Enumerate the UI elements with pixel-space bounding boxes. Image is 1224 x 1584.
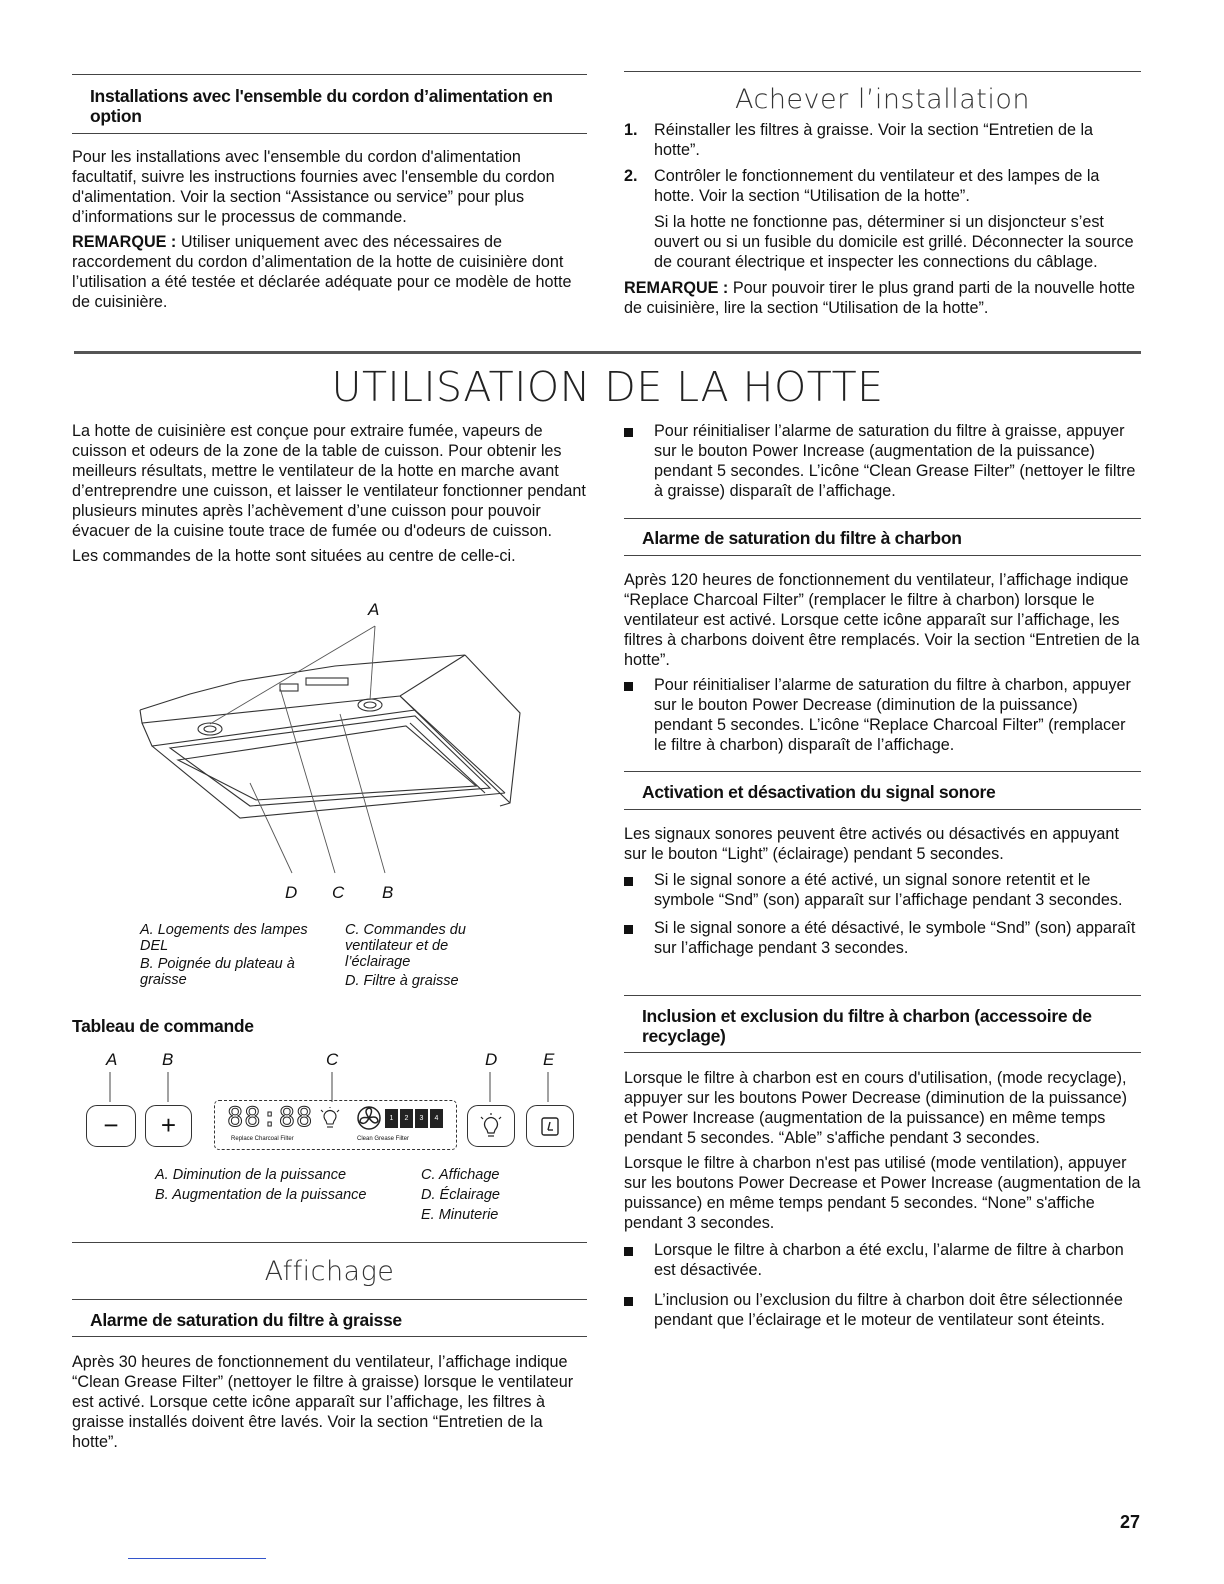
sound-signal-paragraph: Les signaux sonores peuvent être activés ou désactivés en appuyant sur le bouton “Light” (éclairage) pendant 5 secondes. [624, 825, 1119, 863]
display-section-title: Affichage [264, 1256, 395, 1287]
hood-caption-d: D. Filtre à graisse [345, 973, 459, 989]
hood-label-a: A [368, 600, 380, 619]
display-panel [214, 1100, 457, 1150]
page-number: 27 [1119, 1512, 1140, 1532]
panel-caption-e: E. Minuterie [421, 1207, 499, 1223]
rule-top-left-2 [72, 133, 587, 134]
footer-link-line [128, 1558, 266, 1559]
intro-paragraph: La hotte de cuisinière est conçue pour extraire fumée, vapeurs de cuisson et odeurs de la zone de la table de cuisson. Pour obtenir les meilleurs résultats, mettre le ventilateur de la hotte en marche avant d’entreprendre une cuisson, et laisser le ventilateur fonctionner pendant plusieurs minutes après l’achèvement d’une cuisson pour pouvoir évacuer de la cuisine toute trace de fumée ou d'odeurs de cuisson. [72, 422, 586, 540]
inclusion-paragraph-1: Lorsque le filtre à charbon est en cours d'utilisation, (mode recyclage), appuyer sur les boutons Power Decrease (diminution de la puissance) et Power Increase (augmentation de la puissance) en même temps pendant 5 secondes. “Able” s'affiche pendant 3 secondes. [624, 1069, 1127, 1147]
charcoal-inclusion-body [624, 1068, 1141, 1336]
step-1-text: Réinstaller les filtres à graisse. Voir la section “Entretien de la hotte”. [654, 121, 1094, 159]
light-button[interactable] [467, 1105, 515, 1147]
rule-top-right [624, 71, 1141, 72]
rule-grease-top [72, 1299, 587, 1300]
fan-icon [355, 1105, 383, 1131]
inclusion-bullet-1: Lorsque le filtre à charbon a été exclu, l’alarme de filtre à charbon est désactivée. [624, 1240, 1141, 1280]
timer-icon [527, 1106, 573, 1146]
clean-grease-indicator: Clean Grease Filter [357, 1136, 410, 1142]
rule-sound-bottom [624, 809, 1141, 810]
hood-caption-a: A. Logements des lampes DEL [140, 922, 308, 954]
panel-caption-a: A. Diminution de la puissance [155, 1167, 347, 1183]
sound-off-bullet: Si le signal sonore a été désactivé, le symbole “Snd” (son) apparaît sur l’affichage pendant 3 secondes. [624, 918, 1139, 958]
inclusion-list [624, 1240, 1141, 1330]
hood-caption-b: B. Poignée du plateau à graisse [140, 956, 295, 988]
grease-alarm-paragraph: Après 30 heures de fonctionnement du ventilateur, l’affichage indique “Clean Grease Filter” (nettoyer le filtre à graisse) lorsque le ventilateur est activé. Lorsque cette icône apparaît sur l’affichage, les filtres à graisse installés doivent être lavés. Voir la section “Entretien de la hotte”. [72, 1353, 574, 1451]
inclusion-bullet-2: L’inclusion ou l’exclusion du filtre à charbon doit être sélectionnée pendant que l’éclairage et le moteur de ventilateur sont éteints. [624, 1290, 1141, 1330]
panel-label-e: E [543, 1050, 555, 1069]
grease-reset-bullet: Pour réinitialiser l’alarme de saturation du filtre à graisse, appuyer sur le bouton Power Increase (augmentation de la puissance) pendant 5 secondes. L’icône “Clean Grease Filter” (nettoyer le filtre à graisse) disparaît de l’affichage. [624, 421, 1139, 501]
hood-caption-c: C. Commandes du ventilateur et de l’éclairage [345, 922, 466, 970]
note-text: Pour pouvoir tirer le plus grand parti de la nouvelle hotte de cuisinière, lire la section “Utilisation de la hotte”. [624, 279, 1136, 317]
rule-charcoal-top [624, 518, 1141, 519]
charcoal-reset-list [624, 675, 1139, 761]
rule-inclusion-bottom [624, 1052, 1141, 1053]
cord-install-heading: Installations avec l'ensemble du cordon d’alimentation en option [90, 86, 553, 126]
controls-location: Les commandes de la hotte sont situées au centre de celle-ci. [72, 547, 516, 565]
timer-button[interactable] [526, 1105, 574, 1147]
note-text: Utiliser uniquement avec des nécessaires de raccordement du cordon d’alimentation de la hotte de cuisinière dont l’utilisation a été testée et déclarée adéquate pour ce modèle de hotte de cuisinière. [72, 233, 572, 311]
power-decrease-button[interactable]: − [86, 1105, 136, 1147]
speed-indicator-1: 1 [385, 1109, 398, 1128]
step-2-text: Contrôler le fonctionnement du ventilateur et des lampes de la hotte. Voir la section “Utilisation de la hotte”. [654, 167, 1100, 205]
cord-install-paragraph: Pour les installations avec l'ensemble du cordon d'alimentation facultatif, suivre les instructions fournies avec l'ensemble du cordon d'alimentation. Voir la section “Assistance ou service” pour plus d’informations sur le processus de commande. [72, 148, 555, 226]
light-bulb-icon [468, 1106, 514, 1146]
hood-illustration [130, 598, 530, 908]
inclusion-paragraph-2: Lorsque le filtre à charbon n'est pas utilisé (mode ventilation), appuyer sur les boutons Power Decrease et Power Increase (augmentation de la puissance) en même temps pendant 5 secondes. “None” s'affiche pendant 3 secondes. [624, 1154, 1141, 1232]
charcoal-alarm-heading: Alarme de saturation du filtre à charbon [642, 528, 962, 548]
power-increase-button[interactable]: + [145, 1105, 192, 1147]
step-1 [624, 120, 1139, 160]
finish-install-note [624, 278, 1139, 318]
cord-install-body [72, 147, 587, 312]
note-label: REMARQUE : [624, 279, 729, 297]
section-divider [74, 351, 1141, 354]
light-bulb-icon [319, 1107, 341, 1131]
speed-indicator-3: 3 [415, 1109, 428, 1128]
rule-inclusion-top [624, 995, 1141, 996]
rule-grease-bottom [72, 1336, 587, 1337]
grease-alarm-heading: Alarme de saturation du filtre à graisse [90, 1310, 402, 1330]
panel-label-a: A [106, 1050, 118, 1069]
page-title: UTILISATION DE LA HOTTE [331, 363, 884, 411]
panel-label-b: B [162, 1050, 174, 1069]
panel-caption-b: B. Augmentation de la puissance [155, 1187, 367, 1203]
speed-indicator-2: 2 [400, 1109, 413, 1128]
hood-label-b: B [382, 883, 394, 902]
charcoal-alarm-paragraph: Après 120 heures de fonctionnement du ventilateur, l’affichage indique “Replace Charcoal Filter” (remplacer le filtre à charbon) lorsque le ventilateur est activé. Lorsque cette icône apparaît sur l’affichage, les filtres à charbons doivent être remplacés. Voir la section “Entretien de la hotte”. [624, 571, 1140, 669]
sound-on-bullet: Si le signal sonore a été activé, un signal sonore retentit et le symbole “Snd” (son) apparaît sur l’affichage pendant 3 secondes. [624, 870, 1139, 910]
step-2-number: 2. [624, 167, 638, 185]
rule-top-left [72, 74, 587, 75]
panel-caption-d: D. Éclairage [421, 1187, 500, 1203]
rule-charcoal-bottom [624, 555, 1141, 556]
sound-signal-list [624, 870, 1139, 964]
panel-caption-c: C. Affichage [421, 1167, 500, 1183]
step-1-number: 1. [624, 121, 638, 139]
step-2-extra: Si la hotte ne fonctionne pas, déterminer si un disjoncteur s’est ouvert ou si un fusible du domicile est grillé. Déconnecter la source de courant électrique et inspecter les connections du câblage. [654, 213, 1134, 271]
note-label: REMARQUE : [72, 233, 177, 251]
panel-label-c: C [326, 1050, 339, 1069]
intro-block [72, 421, 592, 566]
speed-indicator-4: 4 [430, 1109, 443, 1128]
panel-label-d: D [485, 1050, 498, 1069]
charcoal-inclusion-heading: Inclusion et exclusion du filtre à charbon (accessoire de recyclage) [642, 1006, 1092, 1046]
sound-signal-heading: Activation et désactivation du signal sonore [642, 782, 996, 802]
cord-install-note [72, 232, 587, 312]
replace-charcoal-indicator: Replace Charcoal Filter [231, 1136, 294, 1142]
hood-label-d: D [285, 883, 298, 902]
finish-install-title: Achever l’installation [734, 84, 1030, 115]
charcoal-reset-bullet: Pour réinitialiser l’alarme de saturation du filtre à charbon, appuyer sur le bouton Power Decrease (diminution de la puissance) pendant 5 secondes. L’icône “Replace Charcoal Filter” (remplacer le filtre à charbon) disparaît de l’affichage. [624, 675, 1139, 755]
grease-reset-list [624, 421, 1139, 507]
display-digits: 88:88 [227, 1102, 314, 1133]
hood-label-c: C [332, 883, 345, 902]
rule-sound-top [624, 771, 1141, 772]
control-panel-heading: Tableau de commande [72, 1016, 254, 1036]
finish-install-steps [624, 120, 1139, 318]
step-2 [624, 166, 1139, 206]
rule-affichage [72, 1242, 587, 1243]
